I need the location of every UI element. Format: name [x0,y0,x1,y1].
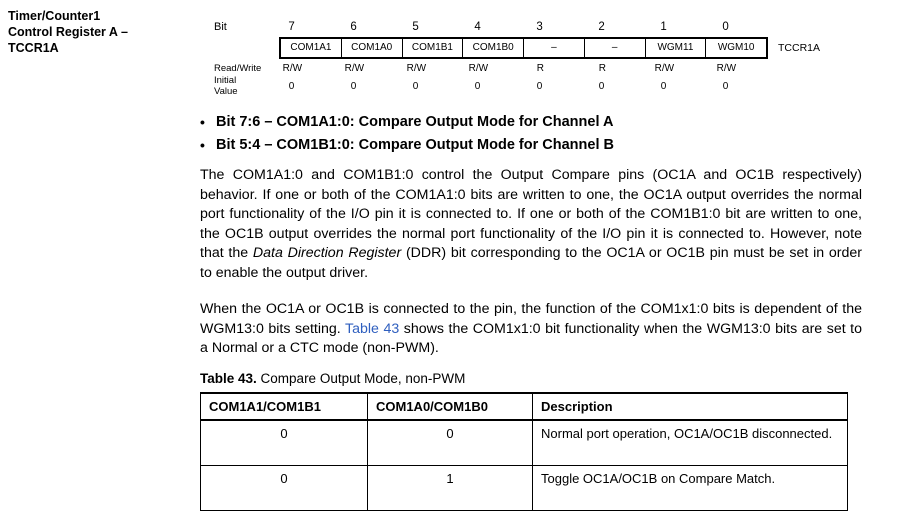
readwrite-3: R [536,62,544,74]
bit-number-6: 6 [350,21,357,33]
register-initial-values [261,81,757,92]
table-header-description: Description [533,393,848,420]
margin-heading [8,8,188,56]
initial-1: 0 [660,80,667,92]
bit-number-3: 3 [536,21,543,33]
initial-5: 0 [412,80,419,92]
bit-number-7: 7 [288,21,295,33]
bit-cell-4: COM1B0 [463,39,524,57]
readwrite-4: R/W [468,62,489,74]
table-43-link[interactable]: Table 43 [345,320,400,337]
bit-number-4: 4 [474,21,481,33]
table-header-com1a1: COM1A1/COM1B1 [201,393,368,420]
register-name: TCCR1A [777,42,820,54]
register-bit-boxes [279,37,768,59]
table-row [201,466,848,511]
readwrite-0: R/W [716,62,737,74]
bullet-text: Bit 5:4 – COM1B1:0: Compare Output Mode for Channel B [216,137,614,153]
readwrite-5: R/W [406,62,427,74]
bullet-item [200,135,860,156]
bit-number-2: 2 [598,21,605,33]
table-head [201,393,848,420]
table-header-com1a0: COM1A0/COM1B0 [368,393,533,420]
table-body [201,420,848,511]
cell-com1a0: 1 [368,466,533,511]
register-readwrite-row [200,59,820,77]
initial-7: 0 [288,80,295,92]
register-bit-map [200,18,820,95]
cell-description: Normal port operation, OC1A/OC1B disconnected. [533,420,848,466]
bit-cell-2: – [585,39,646,57]
register-initial-label: Initial Value [214,75,238,97]
table-caption-label: Table 43. [200,371,257,386]
bit-number-0: 0 [722,21,729,33]
initial-3: 0 [536,80,543,92]
margin-heading-line-3: TCCR1A [8,41,59,55]
initial-4: 0 [474,80,481,92]
table-row [201,420,848,466]
bit-cell-3: – [524,39,585,57]
compare-output-mode-table [200,392,848,511]
cell-com1a0: 0 [368,420,533,466]
readwrite-1: R/W [654,62,675,74]
bit-cell-7: COM1A1 [281,39,342,57]
bullet-dot-icon: • [200,137,205,153]
register-bit-label: Bit [214,21,227,33]
bullet-dot-icon: • [200,114,205,130]
readwrite-6: R/W [344,62,365,74]
register-initial-value-row [200,77,820,95]
paragraph-2-part-1: When the OC1A or OC1B is connected to the pin, the function of the COM1x1:0 bits is dependent of the WGM13:0 bits setting. [200,301,862,337]
table-caption [200,371,465,386]
paragraph-1-part-2: (DDR) bit corresponding to the OC1A or OC1B pin must be set in order to enable the output driver. [200,245,862,281]
initial-2: 0 [598,80,605,92]
bullet-list [200,112,860,158]
bit-number-1: 1 [660,21,667,33]
table-caption-text: Compare Output Mode, non-PWM [260,371,466,386]
register-bit-number-row [200,18,820,36]
register-readwrite-values [261,63,757,74]
cell-com1a1: 0 [201,466,368,511]
bit-cell-0: WGM10 [717,42,755,53]
initial-6: 0 [350,80,357,92]
margin-heading-line-1: Timer/Counter1 [8,9,101,23]
margin-heading-line-2: Control Register A – [8,25,128,39]
bit-number-5: 5 [412,21,419,33]
paragraph-2-part-2: shows the COM1x1:0 bit functionality when the WGM13:0 bits are set to a Normal or a CTC mode (non-PWM). [200,320,863,356]
paragraph-1-italic-term: Data Direction Register [252,245,402,261]
cell-description: Toggle OC1A/OC1B on Compare Match. [533,466,848,511]
cell-com1a1: 0 [201,420,368,466]
bit-cell-1: WGM11 [646,39,707,57]
bit-cell-6: COM1A0 [342,39,403,57]
readwrite-7: R/W [282,62,303,74]
register-bit-boxes-row [200,37,820,59]
readwrite-2: R [598,62,606,74]
bullet-text: Bit 7:6 – COM1A1:0: Compare Output Mode for Channel A [216,114,614,130]
table-header-row [201,393,848,420]
initial-0: 0 [722,80,729,92]
paragraph-compare-output-mode [200,166,862,283]
paragraph-1-part-1: The COM1A1:0 and COM1B1:0 control the Output Compare pins (OC1A and OC1B respectively) behavior. If one or both of the COM1A1:0 bits are written to one, the OC1A output overrides the normal port functionality of the I/O pin it is connected to. If one or both of the COM1B1:0 bit are written to one, the OC1B output overrides the normal port functionality of the I/O pin it is connected to. However, note that the [200,167,862,261]
register-bit-numbers [261,21,757,33]
register-readwrite-label: Read/Write [214,62,262,74]
paragraph-wgm-dependency [200,300,862,359]
bit-cell-5: COM1B1 [403,39,464,57]
bullet-item [200,112,860,133]
